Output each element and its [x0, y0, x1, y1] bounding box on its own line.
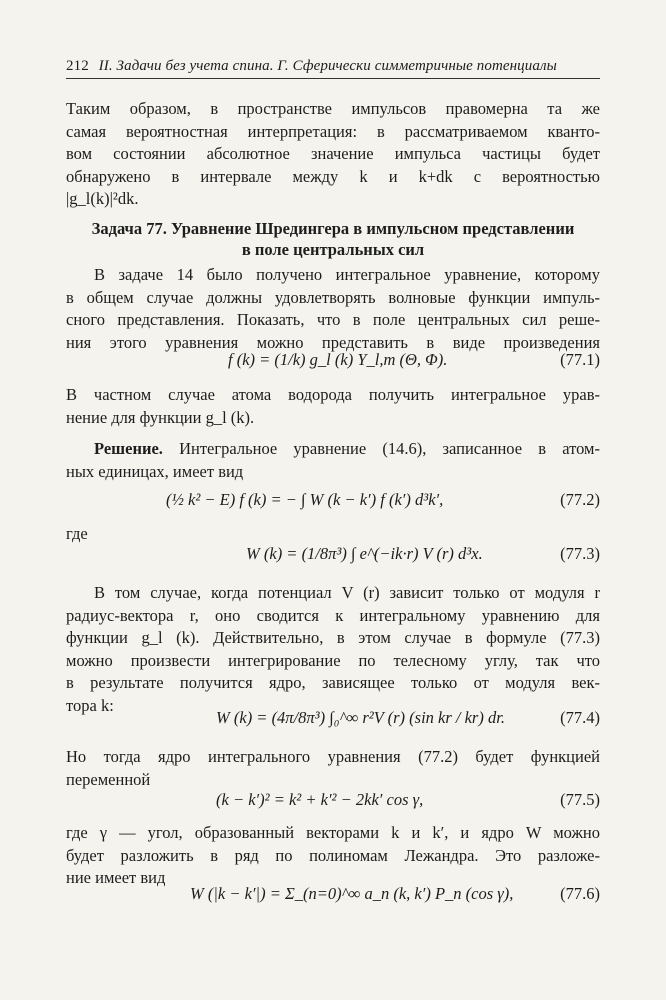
text-line: функции g_l (k). Действительно, в этом случае в формуле (77.3) [66, 628, 600, 647]
equation-number: (77.1) [560, 350, 600, 369]
solution-text: Интегральное уравнение (14.6), записанное в атом- [162, 439, 600, 458]
equation-number: (77.5) [560, 790, 600, 809]
equation-number: (77.4) [560, 708, 600, 727]
solution-intro [66, 438, 600, 483]
text-line: тора k: [66, 695, 114, 715]
solution-paragraph-4 [66, 822, 600, 890]
problem-statement [66, 264, 600, 354]
problem-title-line: в поле центральных сил [241, 240, 425, 259]
text-line: вом состоянии абсолютное значение импульса частицы будет [66, 144, 600, 163]
equation-number: (77.6) [560, 884, 600, 903]
text-line: В задаче 14 было получено интегральное уравнение, которому [94, 265, 600, 284]
text-line: будет разложить в ряд по полиномам Лежандра. Это разложе- [66, 845, 600, 865]
text-line: обнаружено в интервале между k и k+dk с вероятностью [66, 166, 600, 186]
text-line [66, 438, 600, 461]
solution-label: Решение. [94, 439, 163, 458]
problem-title-line: Задача 77. Уравнение Шредингера в импульсном представлении [91, 219, 575, 238]
problem-followup [66, 384, 600, 429]
problem-title [66, 218, 600, 260]
text-line: сного представления. Показать, что в поле центральных сил реше- [66, 310, 600, 329]
running-header [66, 58, 600, 79]
equation-number: (77.2) [560, 490, 600, 509]
text-line: В том случае, когда потенциал V (r) зависит только от модуля r [94, 583, 600, 602]
text-line: ния этого уравнения можно представить в виде произведения [66, 332, 600, 352]
running-title: II. Задачи без учета спина. Г. Сферически симметричные потенциалы [98, 58, 557, 74]
equation-77-6: W (|k − k′|) = Σ_(n=0)^∞ a_n (k, k′) P_n (cos γ), [190, 884, 514, 903]
text-line: ние имеет вид [66, 868, 166, 887]
solution-paragraph-3 [66, 746, 600, 791]
equation-number: (77.3) [560, 544, 600, 563]
text-line: радиус-вектора r, оно сводится к интегральному уравнению для [66, 605, 600, 625]
where-word: где [66, 524, 88, 543]
text-line: ных единицах, имеет вид [66, 461, 244, 481]
text-line: где γ — угол, образованный векторами k и k′, и ядро W можно [66, 823, 600, 842]
text-line: в результате получится ядро, зависящее только от модуля век- [66, 673, 600, 692]
intro-paragraph [66, 98, 600, 211]
text-line: переменной [66, 769, 151, 789]
page-number: 212 [66, 58, 89, 74]
equation-77-5: (k − k′)² = k² + k′² − 2kk′ cos γ, [216, 790, 424, 809]
text-line: Но тогда ядро интегрального уравнения (77.2) будет функцией [66, 747, 600, 766]
text-line: |g_l(k)|²dk. [66, 189, 139, 208]
equation-77-4: W (k) = (4π/8π³) ∫₀^∞ r²V (r) (sin kr / kr) dr. [216, 708, 505, 727]
text-line: в общем случае должны удовлетворять волновые функции импуль- [66, 287, 600, 307]
equation-77-1: f (k) = (1/k) g_l (k) Y_l,m (Θ, Φ). [228, 350, 448, 369]
solution-paragraph-2 [66, 582, 600, 717]
equation-77-2: (½ k² − E) f (k) = − ∫ W (k − k′) f (k′) d³k′, [166, 490, 444, 509]
text-line: нение для функции g_l (k). [66, 407, 255, 427]
text-line: самая вероятностная интерпретация: в рассматриваемом кванто- [66, 121, 600, 141]
text-line: можно произвести интегрирование по телесному углу, так что [66, 650, 600, 670]
text-line: Таким образом, в пространстве импульсов правомерна та же [66, 99, 600, 118]
text-line: В частном случае атома водорода получить интегральное урав- [66, 385, 600, 404]
equation-77-3: W (k) = (1/8π³) ∫ e^(−ik·r) V (r) d³x. [246, 544, 483, 563]
